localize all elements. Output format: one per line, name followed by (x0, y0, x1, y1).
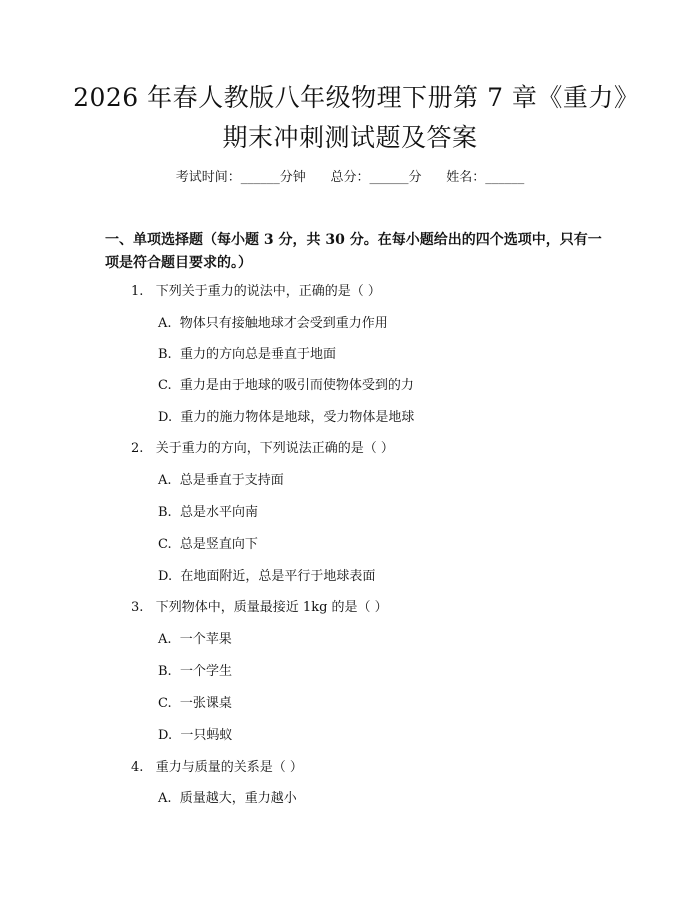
question-4-option-a: A. 质量越大，重力越小 (158, 791, 297, 806)
exam-info-line: 考试时间：______分钟 总分：______分 姓名：______ (175, 170, 525, 185)
question-3-option-c: C. 一张课桌 (158, 696, 232, 711)
question-1-option-a: A. 物体只有接触地球才会受到重力作用 (158, 316, 388, 331)
question-3-option-a: A. 一个苹果 (158, 632, 232, 647)
section-heading: 一、单项选择题（每小题 3 分，共 30 分。在每小题给出的四个选项中，只有一项是符合题目要求的。） (105, 232, 602, 271)
question-1-option-c: C. 重力是由于地球的吸引而使物体受到的力 (158, 378, 414, 393)
question-3-option-d: D. 一只蚂蚁 (158, 728, 233, 743)
question-1-option-d: D. 重力的施力物体是地球，受力物体是地球 (158, 410, 415, 425)
question-1: 1. 下列关于重力的说法中，正确的是（ ） (131, 284, 381, 299)
question-2-option-b: B. 总是水平向南 (158, 505, 258, 520)
question-1-option-b: B. 重力的方向总是垂直于地面 (158, 347, 336, 362)
question-4: 4. 重力与质量的关系是（ ） (131, 760, 303, 775)
question-3-option-b: B. 一个学生 (158, 664, 232, 679)
question-2-option-a: A. 总是垂直于支持面 (158, 473, 284, 488)
question-2-option-c: C. 总是竖直向下 (158, 537, 258, 552)
question-2-option-d: D. 在地面附近，总是平行于地球表面 (158, 569, 376, 584)
document-title: 2026 年春人教版八年级物理下册第 7 章《重力》期末冲刺测试题及答案 (73, 83, 627, 152)
question-3: 3. 下列物体中，质量最接近 1kg 的是（ ） (131, 600, 388, 615)
question-2: 2. 关于重力的方向，下列说法正确的是（ ） (131, 441, 394, 456)
